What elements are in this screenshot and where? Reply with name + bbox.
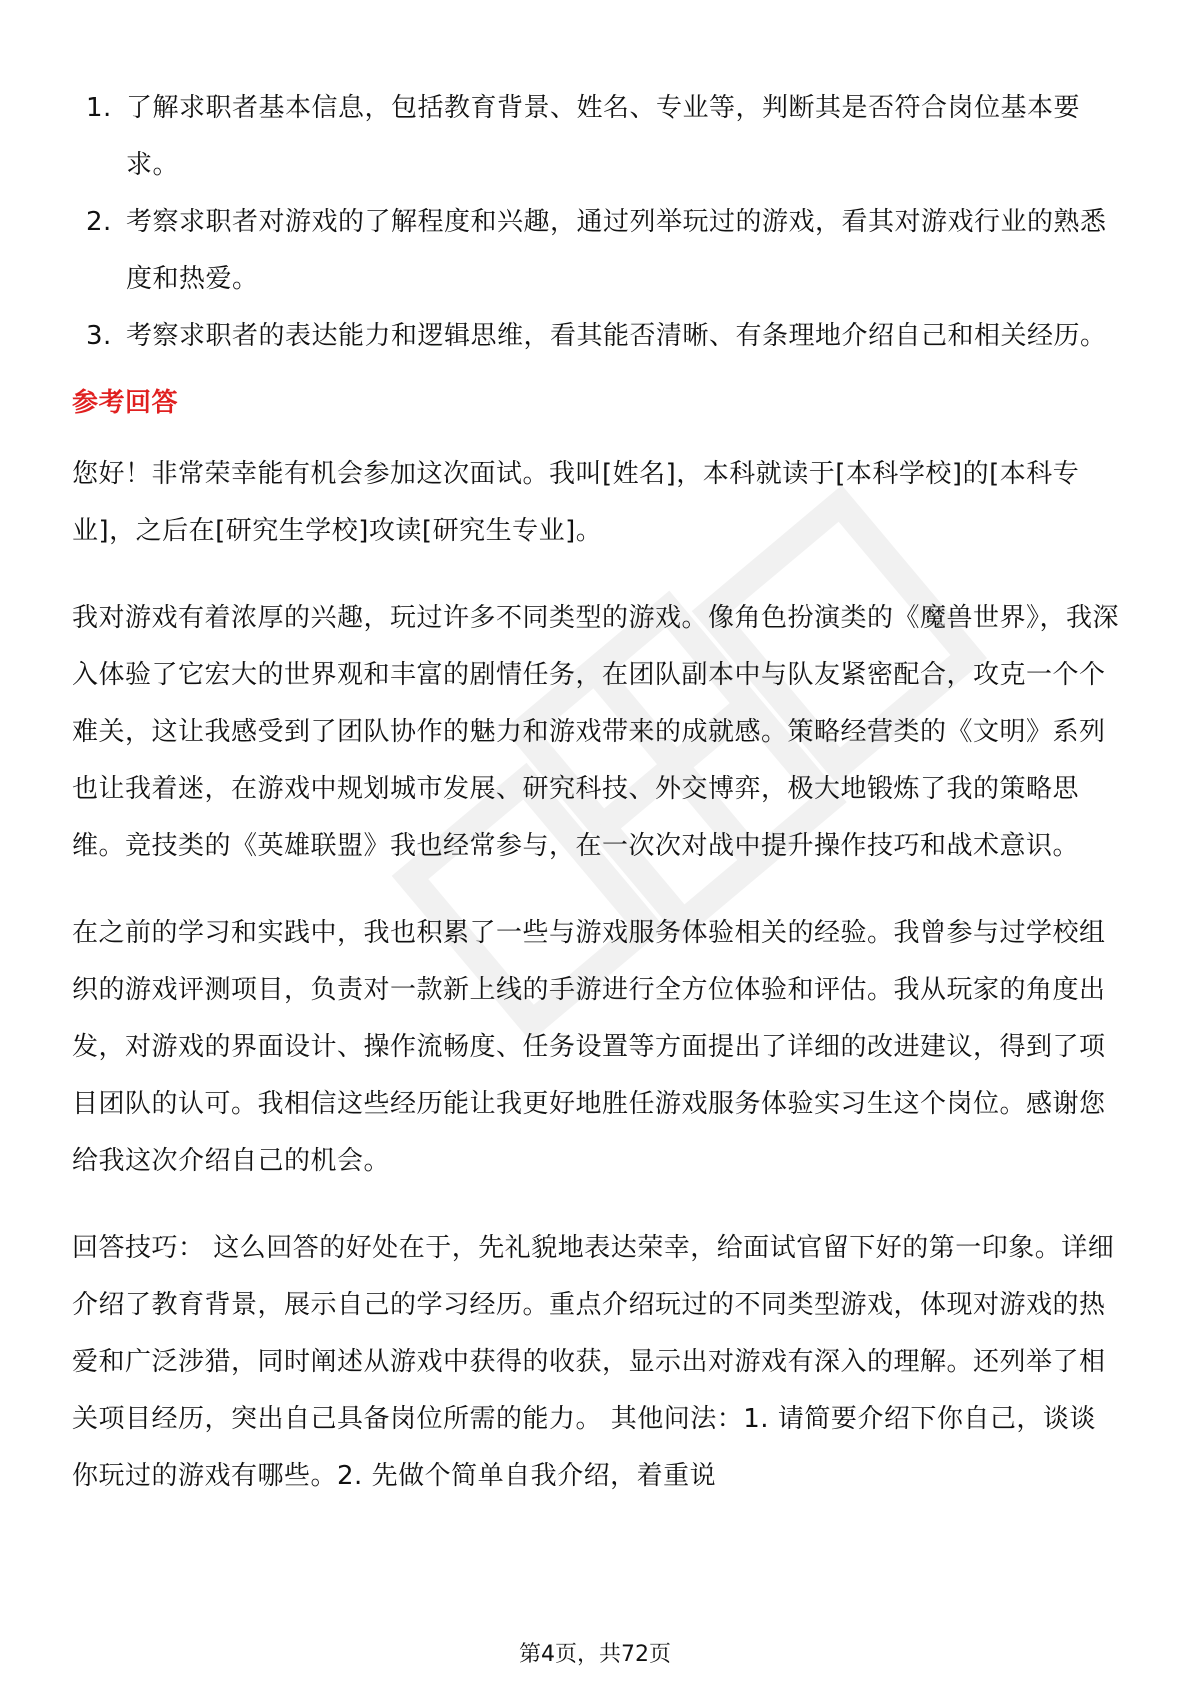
list-item-number: 1. [86,93,112,123]
assessment-criteria-list [72,80,1122,365]
answer-tips-paragraph: 回答技巧： 这么回答的好处在于，先礼貌地表达荣幸，给面试官留下好的第一印象。详细介绍了教育背景，展示自己的学习经历。重点介绍玩过的不同类型游戏，体现对游戏的热爱和广泛涉猎，同时阐述从游戏中获得的收获，显示出对游戏有深入的理解。还列举了相关项目经历，突出自己具备岗位所需的能力。 其他问法：1. 请简要介绍下你自己，谈谈你玩过的游戏有哪些。2. 先做个简单自我介绍，着重说 [72,1233,1115,1491]
list-item-text: 考察求职者的表达能力和逻辑思维，看其能否清晰、有条理地介绍自己和相关经历。 [126,321,1107,351]
list-item [72,80,1122,194]
list-item-text: 了解求职者基本信息，包括教育背景、姓名、专业等，判断其是否符合岗位基本要求。 [126,93,1081,180]
page-number-footer: 第4页，共72页 [519,1642,671,1667]
document-body [72,80,1122,1535]
answer-paragraph-games: 我对游戏有着浓厚的兴趣，玩过许多不同类型的游戏。像角色扮演类的《魔兽世界》，我深入体验了它宏大的世界观和丰富的剧情任务，在团队副本中与队友紧密配合，攻克一个个难关，这让我感受到了团队协作的魅力和游戏带来的成就感。策略经营类的《文明》系列也让我着迷，在游戏中规划城市发展、研究科技、外交博弈，极大地锻炼了我的策略思维。竞技类的《英雄联盟》我也经常参与，在一次次对战中提升操作技巧和战术意识。 [72,603,1120,861]
list-item [72,194,1122,308]
list-item-number: 3. [86,321,112,351]
answer-paragraph-experience: 在之前的学习和实践中，我也积累了一些与游戏服务体验相关的经验。我曾参与过学校组织的游戏评测项目，负责对一款新上线的手游进行全方位体验和评估。我从玩家的角度出发，对游戏的界面设计、操作流畅度、任务设置等方面提出了详细的改进建议，得到了项目团队的认可。我相信这些经历能让我更好地胜任游戏服务体验实习生这个岗位。感谢您给我这次介绍自己的机会。 [72,918,1106,1176]
list-item-text: 考察求职者对游戏的了解程度和兴趣，通过列举玩过的游戏，看其对游戏行业的熟悉度和热爱。 [126,207,1107,294]
answer-paragraph-intro: 您好！非常荣幸能有机会参加这次面试。我叫[姓名]，本科就读于[本科学校]的[本科专业]，之后在[研究生学校]攻读[研究生专业]。 [72,459,1080,546]
list-item [72,308,1122,365]
list-item-number: 2. [86,207,112,237]
section-heading: 参考回答 [72,388,179,418]
